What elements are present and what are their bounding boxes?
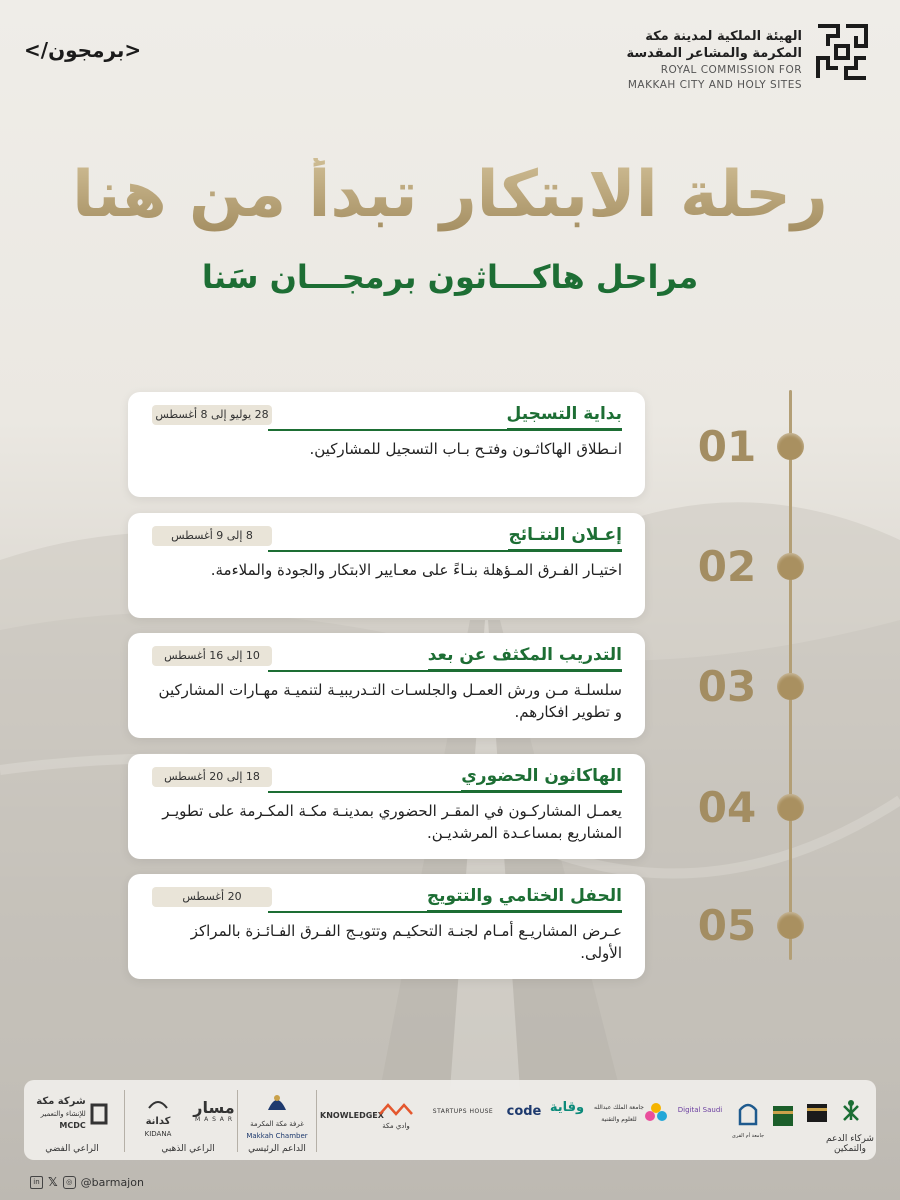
stage-description: سلسلـة مـن ورش العمـل والجلسـات التـدريبيـة لتنميـة مهـارات المشاركين و تطوير افكارهم. — [158, 681, 622, 721]
umm-alqura-logo — [728, 1100, 768, 1142]
hajj-ministry-icon — [802, 1098, 832, 1128]
makkah-chamber-logo — [244, 1090, 310, 1142]
stage-title: الهاكاثون الحضوري — [461, 766, 622, 792]
linkedin-icon[interactable]: in — [30, 1176, 43, 1189]
commission-en-line1: ROYAL COMMISSION FOR — [660, 64, 802, 76]
mcdc-name-ar: شركة مكة — [36, 1096, 86, 1107]
umm-alqura-text: جامعة أم القرى — [731, 1133, 765, 1139]
gold-sponsor-label: الراعي الذهبي — [161, 1144, 215, 1154]
stage-number: 04 — [697, 783, 757, 832]
partner-flower-logo — [642, 1102, 670, 1130]
code-logo: code — [506, 1104, 542, 1119]
flower-mark-icon — [644, 1102, 668, 1126]
stage-description: اختيـار الفـرق المـؤهلة بنـاءً على معـايير الابتكار والجودة والملاءمة. — [210, 561, 622, 579]
timeline-dot — [777, 912, 804, 939]
stage-card-onsite-hackathon — [128, 754, 645, 859]
stage-number: 05 — [697, 901, 757, 950]
startups-house-logo — [422, 1106, 504, 1118]
mcdc-name-sub: للإنشاء والتعمير — [40, 1110, 86, 1118]
barmajon-logo: <برمجون/> — [24, 38, 142, 62]
kidana-ar: كدانة — [145, 1116, 171, 1127]
page-subtitle: مراحل هاكـــاثون برمجـــان سَنا — [201, 258, 699, 296]
chamber-ar: غرفة مكة المكرمة — [250, 1120, 304, 1128]
timeline-dot — [777, 553, 804, 580]
kidana-logo — [132, 1096, 184, 1140]
partner-divider — [124, 1090, 125, 1152]
commission-ar-line1: الهيئة الملكية لمدينة مكة — [645, 29, 802, 44]
stage-date-badge: 10 إلى 16 أغسطس — [152, 646, 272, 666]
partner-divider — [316, 1090, 317, 1152]
kaaba-icon — [770, 1102, 796, 1128]
kidana-mark-icon — [146, 1096, 170, 1112]
partner-divider — [237, 1090, 238, 1152]
hajj-ministry-logo — [800, 1098, 834, 1132]
silver-sponsor-label: الراعي الفضي — [45, 1144, 99, 1154]
chamber-en: Makkah Chamber — [246, 1132, 308, 1140]
kidana-en: KIDANA — [144, 1130, 172, 1138]
stage-title: الحفل الختامي والتتويج — [427, 886, 622, 912]
masar-logo — [184, 1098, 244, 1126]
stage-card-results — [128, 513, 645, 618]
royal-commission-text — [627, 28, 802, 92]
x-icon[interactable]: 𝕏 — [48, 1175, 58, 1189]
wadi-makkah-mark-icon — [378, 1102, 414, 1116]
makkah-chamber-mark-icon — [264, 1090, 290, 1114]
stage-date-badge: 20 أغسطس — [152, 887, 272, 907]
royal-commission-emblem-icon — [814, 22, 870, 82]
timeline-dot — [777, 794, 804, 821]
knowledgex-logo: KNOWLEDGEX — [320, 1111, 384, 1120]
stage-number: 03 — [697, 662, 757, 711]
stage-description: يعمـل المشاركـون في المقـر الحضوري بمدينـة مكـة المكـرمة على تطويـر المشاريع بمساعـدة المرشديـن. — [162, 802, 622, 842]
support-partners-label: شركاء الدعم والتمكين — [826, 1134, 874, 1154]
stage-title: إعـلان النتـائج — [508, 525, 622, 551]
timeline-dot — [777, 673, 804, 700]
masar-en: M A S A R — [195, 1116, 233, 1123]
stage-title: التدريب المكثف عن بعد — [428, 645, 622, 671]
stage-description: عـرض المشاريـع أمـام لجنـة التحكيـم وتتويـج الفـرق الفـائـزة بالمراكز الأولى. — [190, 922, 622, 962]
umm-alqura-mark-icon — [737, 1100, 759, 1126]
social-handles — [30, 1175, 144, 1189]
partners-bar — [24, 1080, 876, 1160]
startups-house-text: STARTUPS HOUSE — [432, 1108, 494, 1115]
stage-date-badge: 28 يوليو إلى 8 أغسطس — [152, 405, 272, 425]
mcdc-logo — [32, 1096, 112, 1132]
stage-number: 01 — [697, 422, 757, 471]
stage-date-badge: 18 إلى 20 أغسطس — [152, 767, 272, 787]
stage-title: بداية التسجيل — [507, 404, 622, 430]
stage-card-closing-ceremony — [128, 874, 645, 979]
wadi-makkah-text: وادي مكة — [382, 1122, 410, 1130]
masar-ar: مسار — [193, 1098, 235, 1117]
main-supporter-label: الداعم الرئيسي — [248, 1144, 306, 1154]
stage-date-badge: 8 إلى 9 أغسطس — [152, 526, 272, 546]
digital-saudi-logo: Digital Saudi — [677, 1106, 723, 1114]
social-handle[interactable]: @barmajon — [80, 1175, 144, 1189]
page-title: رحلة الابتكار تبدأ من هنا — [0, 158, 900, 232]
stage-card-training — [128, 633, 645, 738]
stage-card-registration — [128, 392, 645, 497]
mcdc-mark-icon — [90, 1103, 108, 1125]
stage-description: انـطلاق الهاكاثـون وفتـح بـاب التسجيل للمشاركين. — [309, 440, 622, 458]
interior-ministry-logo — [834, 1098, 868, 1132]
commission-en-line2: MAKKAH CITY AND HOLY SITES — [627, 79, 802, 91]
commission-ar-line2: المكرمة والمشاعر المقدسة — [626, 46, 802, 61]
instagram-icon[interactable]: ◎ — [63, 1176, 76, 1189]
kaust-logo: جامعة الملك عبدالله للعلوم والتقنية — [594, 1104, 644, 1123]
royal-commission-logo — [627, 22, 870, 92]
wadi-makkah-logo — [374, 1102, 418, 1132]
wiqaya-logo: وقاية — [549, 1100, 585, 1115]
kaaba-logo — [768, 1102, 798, 1132]
timeline-dot — [777, 433, 804, 460]
mcdc-name-en: MCDC — [59, 1121, 86, 1130]
stage-number: 02 — [697, 542, 757, 591]
palm-swords-icon — [836, 1098, 866, 1128]
